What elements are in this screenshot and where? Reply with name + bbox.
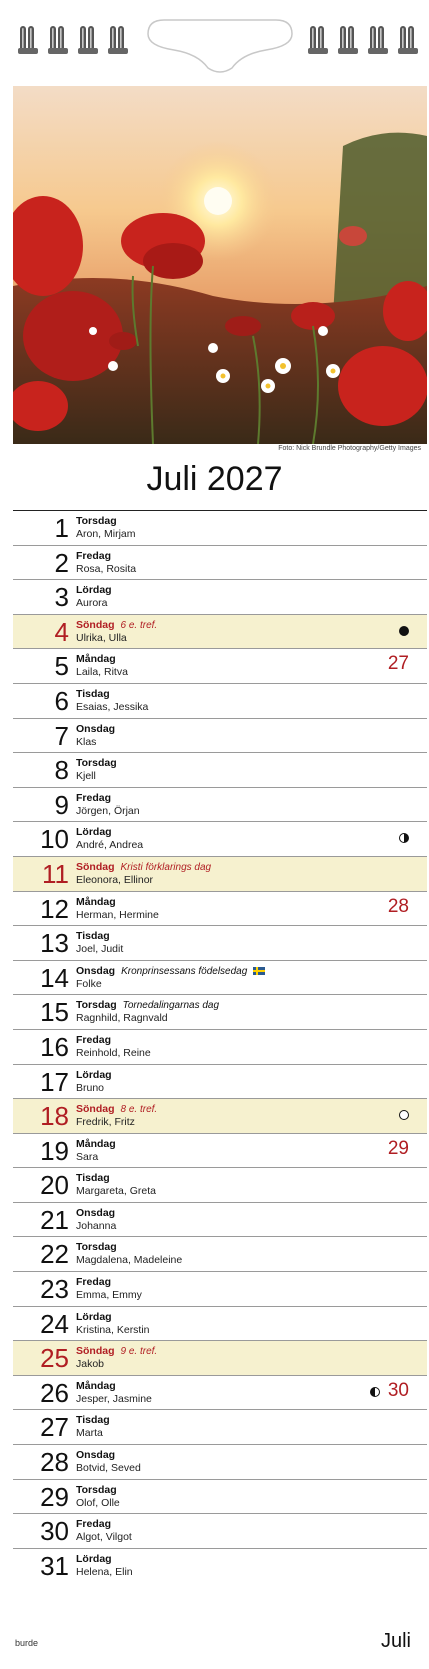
publisher-brand: burde xyxy=(15,1638,39,1648)
day-number: 13 xyxy=(40,928,69,959)
weekday-name: Onsdag xyxy=(76,722,116,735)
weekday-label xyxy=(76,1449,115,1461)
name-day-names: Ragnhild, Ragnvald xyxy=(76,1012,168,1025)
weekday-label xyxy=(76,1103,157,1115)
day-row xyxy=(13,994,427,1029)
name-day-names: Joel, Judit xyxy=(76,943,124,956)
day-row xyxy=(13,752,427,787)
weekday-label xyxy=(76,1172,110,1184)
name-day-names: Marta xyxy=(76,1427,103,1440)
hanger-cutout-icon xyxy=(146,14,294,74)
day-row xyxy=(13,925,427,960)
weekday-name: Lördag xyxy=(76,1552,112,1565)
name-day-names: Esaias, Jessika xyxy=(76,700,149,713)
moon-last-quarter-icon xyxy=(370,1387,380,1397)
day-note: 6 e. tref. xyxy=(120,619,158,631)
day-number: 11 xyxy=(42,858,69,889)
day-number: 5 xyxy=(54,651,69,682)
day-number: 4 xyxy=(54,616,69,647)
weekday-name: Måndag xyxy=(76,653,116,666)
weekday-label xyxy=(76,1138,116,1150)
weekday-name: Onsdag xyxy=(76,1449,116,1462)
weekday-name: Tisdag xyxy=(76,930,110,943)
weekday-label xyxy=(76,550,111,562)
name-day-names: Jörgen, Örjan xyxy=(76,804,140,817)
day-row xyxy=(13,1340,427,1375)
weekday-label xyxy=(76,584,112,596)
day-number: 29 xyxy=(40,1481,69,1512)
ring-icon xyxy=(368,26,388,56)
day-number: 17 xyxy=(40,1066,69,1097)
weekday-name: Lördag xyxy=(76,1310,112,1323)
weekday-label xyxy=(76,861,211,873)
weekday-name: Tisdag xyxy=(76,687,110,700)
name-day-names: Laila, Ritva xyxy=(76,666,128,679)
weekday-name: Onsdag xyxy=(76,1206,116,1219)
ring-icon xyxy=(18,26,38,56)
name-day-names: Aurora xyxy=(76,597,108,610)
day-row xyxy=(13,891,427,926)
weekday-name: Torsdag xyxy=(76,999,117,1012)
poppy-field-photo xyxy=(13,86,427,444)
ring-icon xyxy=(78,26,98,56)
day-note: Tornedalingarnas dag xyxy=(122,1000,220,1012)
weekday-name: Lördag xyxy=(76,826,112,839)
spiral-binding xyxy=(0,0,429,86)
day-number: 20 xyxy=(40,1170,69,1201)
weekday-name: Torsdag xyxy=(76,757,117,770)
day-row xyxy=(13,1306,427,1341)
day-number: 27 xyxy=(40,1412,69,1443)
ring-icon xyxy=(48,26,68,56)
weekday-name: Måndag xyxy=(76,1379,116,1392)
day-row xyxy=(13,1098,427,1133)
weekday-name: Tisdag xyxy=(76,1172,110,1185)
day-number: 21 xyxy=(40,1204,69,1235)
day-number: 10 xyxy=(40,824,69,855)
weekday-label xyxy=(76,653,116,665)
day-row xyxy=(13,1202,427,1237)
day-number: 23 xyxy=(40,1274,69,1305)
day-row xyxy=(13,960,427,995)
day-row xyxy=(13,1548,427,1583)
weekday-label xyxy=(76,1034,111,1046)
left-rings xyxy=(18,26,128,56)
weekday-label xyxy=(76,826,112,838)
day-row xyxy=(13,579,427,614)
day-number: 15 xyxy=(40,997,69,1028)
weekday-name: Lördag xyxy=(76,584,112,597)
weekday-name: Fredag xyxy=(76,1276,112,1289)
weekday-name: Måndag xyxy=(76,1137,116,1150)
day-row xyxy=(13,718,427,753)
week-number: 27 xyxy=(387,653,409,675)
weekday-name: Fredag xyxy=(76,549,112,562)
day-number: 6 xyxy=(54,685,69,716)
weekday-label xyxy=(76,999,219,1011)
name-day-names: Botvid, Seved xyxy=(76,1462,141,1475)
day-number: 12 xyxy=(40,893,69,924)
weekday-label xyxy=(76,1345,157,1357)
weekday-label xyxy=(76,515,117,527)
weekday-label xyxy=(76,1069,112,1081)
day-number: 19 xyxy=(40,1135,69,1166)
day-number: 31 xyxy=(40,1550,69,1581)
weekday-name: Onsdag xyxy=(76,964,116,977)
day-note: 8 e. tref. xyxy=(120,1104,158,1116)
day-row xyxy=(13,510,427,545)
weekday-name: Tisdag xyxy=(76,1414,110,1427)
day-number: 1 xyxy=(54,513,69,543)
day-row xyxy=(13,1133,427,1168)
weekday-label xyxy=(76,619,157,631)
weekday-name: Måndag xyxy=(76,895,116,908)
name-day-names: Aron, Mirjam xyxy=(76,528,136,540)
weekday-name: Torsdag xyxy=(76,1241,117,1254)
name-day-names: Kjell xyxy=(76,770,96,783)
weekday-label xyxy=(76,1241,117,1253)
week-number: 30 xyxy=(387,1379,409,1401)
weekday-name: Fredag xyxy=(76,791,112,804)
weekday-name: Söndag xyxy=(76,618,115,631)
weekday-label xyxy=(76,688,110,700)
day-number: 2 xyxy=(54,547,69,578)
ring-icon xyxy=(108,26,128,56)
day-row xyxy=(13,1029,427,1064)
moon-full-icon xyxy=(399,1110,409,1120)
weekday-label xyxy=(76,1380,116,1392)
week-number: 28 xyxy=(387,895,409,917)
weekday-name: Söndag xyxy=(76,1345,115,1358)
weekday-label xyxy=(76,1484,117,1496)
day-number: 16 xyxy=(40,1031,69,1062)
day-row xyxy=(13,1375,427,1410)
ring-icon xyxy=(308,26,328,56)
day-row xyxy=(13,1444,427,1479)
day-row xyxy=(13,1479,427,1514)
weekday-name: Fredag xyxy=(76,1033,112,1046)
name-day-names: Algot, Vilgot xyxy=(76,1531,132,1544)
weekday-label xyxy=(76,1518,111,1530)
right-rings xyxy=(308,26,418,56)
name-day-names: Bruno xyxy=(76,1081,105,1094)
name-day-names: Olof, Olle xyxy=(76,1496,120,1509)
day-row xyxy=(13,545,427,580)
ring-icon xyxy=(338,26,358,56)
name-day-names: Folke xyxy=(76,977,102,990)
day-row xyxy=(13,1236,427,1271)
name-day-names: Magdalena, Madeleine xyxy=(76,1254,183,1267)
name-day-names: Eleonora, Ellinor xyxy=(76,873,154,886)
day-number: 22 xyxy=(40,1239,69,1270)
day-row xyxy=(13,1409,427,1444)
weekday-label xyxy=(76,723,115,735)
name-day-names: Jakob xyxy=(76,1358,105,1371)
name-day-names: Sara xyxy=(76,1150,99,1163)
day-number: 28 xyxy=(40,1447,69,1478)
day-note: 9 e. tref. xyxy=(120,1346,158,1358)
day-number: 30 xyxy=(40,1516,69,1547)
name-day-names: Rosa, Rosita xyxy=(76,562,137,575)
week-number: 29 xyxy=(387,1137,409,1159)
weekday-label xyxy=(76,792,111,804)
day-note: Kristi förklarings dag xyxy=(120,861,212,873)
name-day-names: Helena, Elin xyxy=(76,1565,133,1578)
name-day-names: Reinhold, Reine xyxy=(76,1046,151,1059)
day-number: 3 xyxy=(54,582,69,613)
weekday-label xyxy=(76,1553,112,1565)
day-row xyxy=(13,648,427,683)
name-day-names: Klas xyxy=(76,735,97,748)
weekday-name: Söndag xyxy=(76,1103,115,1116)
weekday-name: Fredag xyxy=(76,1518,112,1531)
day-number: 24 xyxy=(40,1308,69,1339)
weekday-label xyxy=(76,1207,115,1219)
weekday-name: Torsdag xyxy=(76,1483,117,1496)
footer-month-label: Juli xyxy=(380,1630,411,1652)
day-row xyxy=(13,856,427,891)
moon-new-icon xyxy=(399,626,409,636)
weekday-name: Söndag xyxy=(76,860,115,873)
day-row xyxy=(13,1167,427,1202)
name-day-names: Jesper, Jasmine xyxy=(76,1392,152,1405)
day-number: 8 xyxy=(54,755,69,786)
name-day-names: Herman, Hermine xyxy=(76,908,159,921)
day-row xyxy=(13,1513,427,1548)
day-list xyxy=(13,510,427,1582)
weekday-label xyxy=(76,1276,111,1288)
weekday-label xyxy=(76,896,116,908)
weekday-label xyxy=(76,1311,112,1323)
moon-first-quarter-icon xyxy=(399,833,409,843)
swedish-flag-icon xyxy=(253,967,265,975)
weekday-label xyxy=(76,757,117,769)
name-day-names: Fredrik, Fritz xyxy=(76,1116,135,1129)
name-day-names: Ulrika, Ulla xyxy=(76,631,127,644)
weekday-name: Lördag xyxy=(76,1068,112,1081)
name-day-names: Kristina, Kerstin xyxy=(76,1323,150,1336)
day-row xyxy=(13,821,427,856)
name-day-names: Johanna xyxy=(76,1219,117,1232)
day-note: Kronprinsessans födelsedag xyxy=(121,965,248,977)
day-number: 18 xyxy=(40,1101,69,1132)
weekday-label xyxy=(76,930,110,942)
day-row xyxy=(13,787,427,822)
photo-credit: Foto: Nick Brundle Photography/Getty Images xyxy=(278,445,421,452)
weekday-label xyxy=(76,965,265,977)
ring-icon xyxy=(398,26,418,56)
weekday-name: Torsdag xyxy=(76,515,117,527)
day-row xyxy=(13,614,427,649)
day-number: 9 xyxy=(54,789,69,820)
day-number: 25 xyxy=(40,1343,69,1374)
day-row xyxy=(13,1271,427,1306)
name-day-names: Emma, Emmy xyxy=(76,1289,142,1302)
day-row xyxy=(13,683,427,718)
day-number: 7 xyxy=(54,720,69,751)
weekday-label xyxy=(76,1414,110,1426)
day-number: 14 xyxy=(40,962,69,993)
day-row xyxy=(13,1064,427,1099)
day-number: 26 xyxy=(40,1377,69,1408)
name-day-names: Margareta, Greta xyxy=(76,1185,156,1198)
name-day-names: André, Andrea xyxy=(76,839,144,852)
month-title: Juli 2027 xyxy=(146,460,283,498)
